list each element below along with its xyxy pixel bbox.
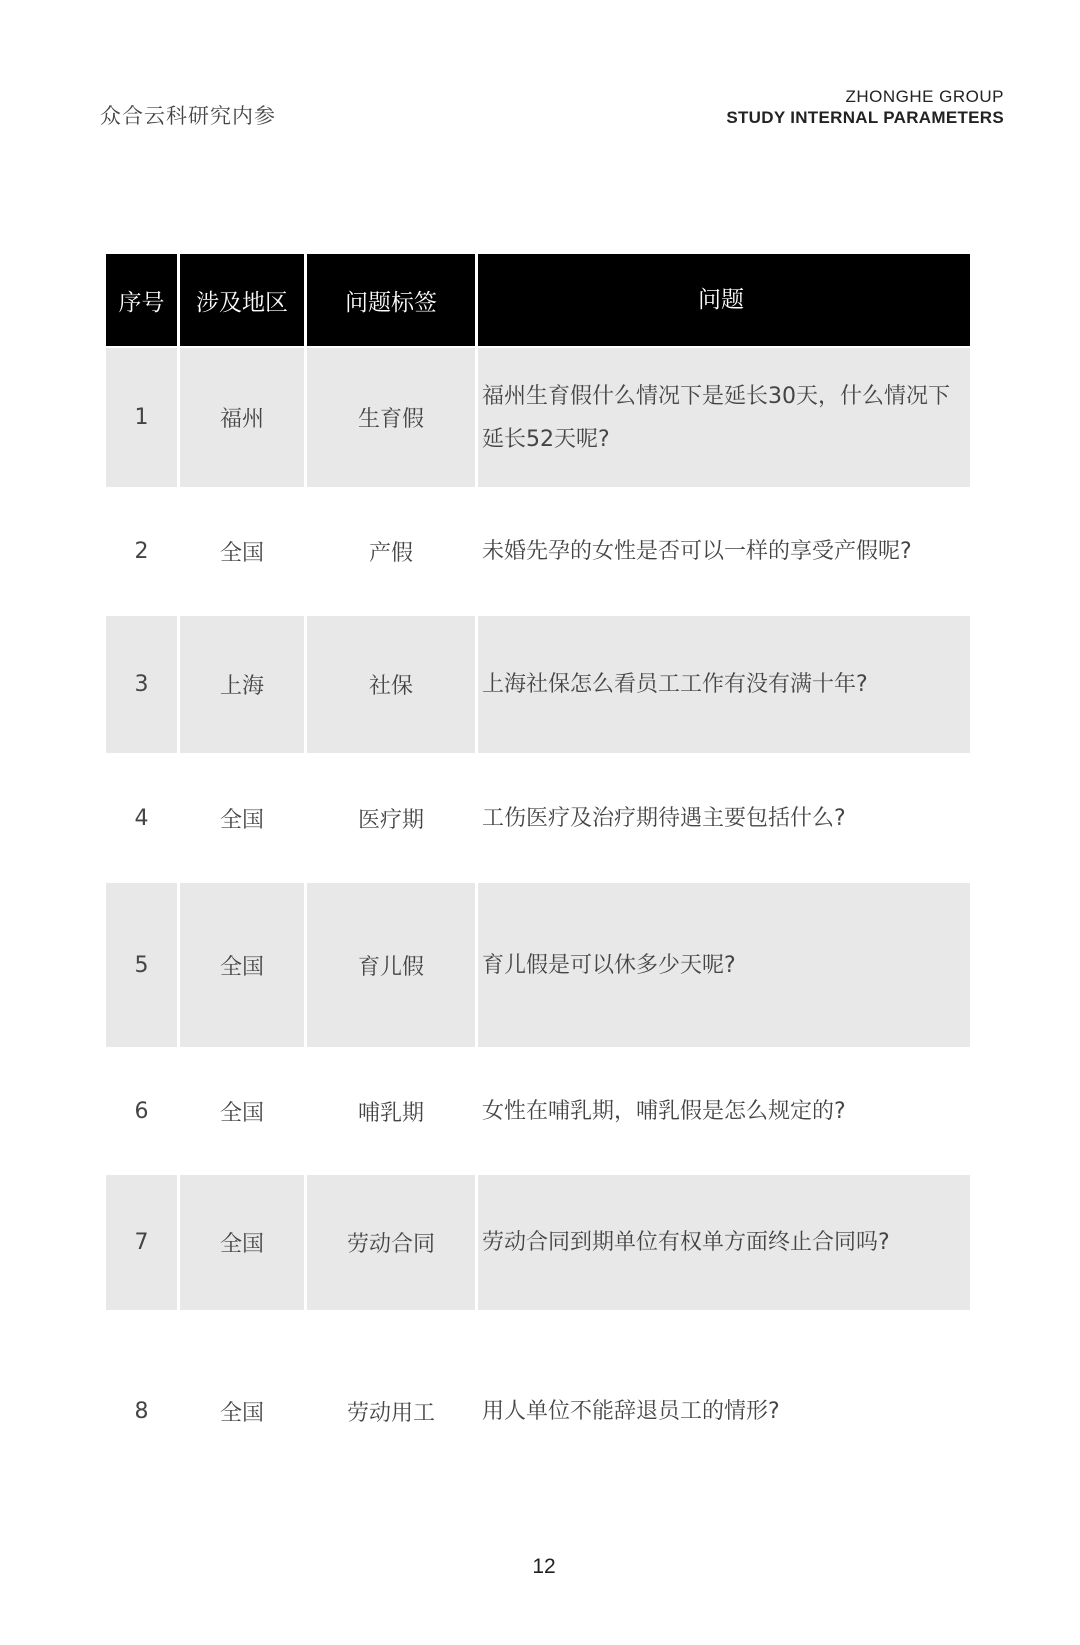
cell-tag: 产假 [307,487,475,616]
brand-subtitle [726,86,1004,128]
table-row [106,348,970,487]
brand-title: 众合云科研究内参 [100,104,276,128]
cell-region: 全国 [180,1175,304,1310]
cell-number: 3 [106,616,177,753]
cell-number: 6 [106,1047,177,1175]
brand-group-name: ZHONGHE GROUP [845,87,1004,106]
cell-question: 未婚先孕的女性是否可以一样的享受产假呢? [478,487,970,616]
cell-tag: 社保 [307,616,475,753]
cell-region: 全国 [180,883,304,1047]
cell-question: 女性在哺乳期，哺乳假是怎么规定的? [478,1047,970,1175]
cell-region: 上海 [180,616,304,753]
column-header-number: 序号 [106,254,177,346]
cell-number: 8 [106,1310,177,1512]
cell-tag: 劳动合同 [307,1175,475,1310]
cell-question: 工伤医疗及治疗期待遇主要包括什么? [478,753,970,883]
cell-region: 全国 [180,753,304,883]
table-row [106,1175,970,1310]
cell-number: 5 [106,883,177,1047]
table-row [106,616,970,753]
column-header-question: 问题 [478,254,970,346]
cell-tag: 劳动用工 [307,1310,475,1512]
cell-number: 4 [106,753,177,883]
cell-number: 2 [106,487,177,616]
cell-number: 7 [106,1175,177,1310]
cell-question: 上海社保怎么看员工工作有没有满十年? [478,616,970,753]
table-row [106,1310,970,1512]
cell-tag: 医疗期 [307,753,475,883]
cell-region: 全国 [180,1310,304,1512]
cell-number: 1 [106,348,177,487]
cell-question: 福州生育假什么情况下是延长30天，什么情况下延长52天呢? [478,348,970,487]
page-number: 12 [532,1555,556,1578]
column-header-region: 涉及地区 [180,254,304,346]
table-row [106,753,970,883]
cell-question: 育儿假是可以休多少天呢? [478,883,970,1047]
cell-question: 劳动合同到期单位有权单方面终止合同吗? [478,1175,970,1310]
cell-tag: 哺乳期 [307,1047,475,1175]
column-header-tag: 问题标签 [307,254,475,346]
cell-tag: 育儿假 [307,883,475,1047]
table-row [106,1047,970,1175]
table-row [106,883,970,1047]
cell-region: 全国 [180,1047,304,1175]
cell-region: 全国 [180,487,304,616]
table-row [106,487,970,616]
qa-table [106,254,970,1512]
cell-question: 用人单位不能辞退员工的情形? [478,1310,970,1512]
cell-tag: 生育假 [307,348,475,487]
cell-region: 福州 [180,348,304,487]
brand-study-label: STUDY INTERNAL PARAMETERS [726,108,1004,127]
table-header-row [106,254,970,346]
